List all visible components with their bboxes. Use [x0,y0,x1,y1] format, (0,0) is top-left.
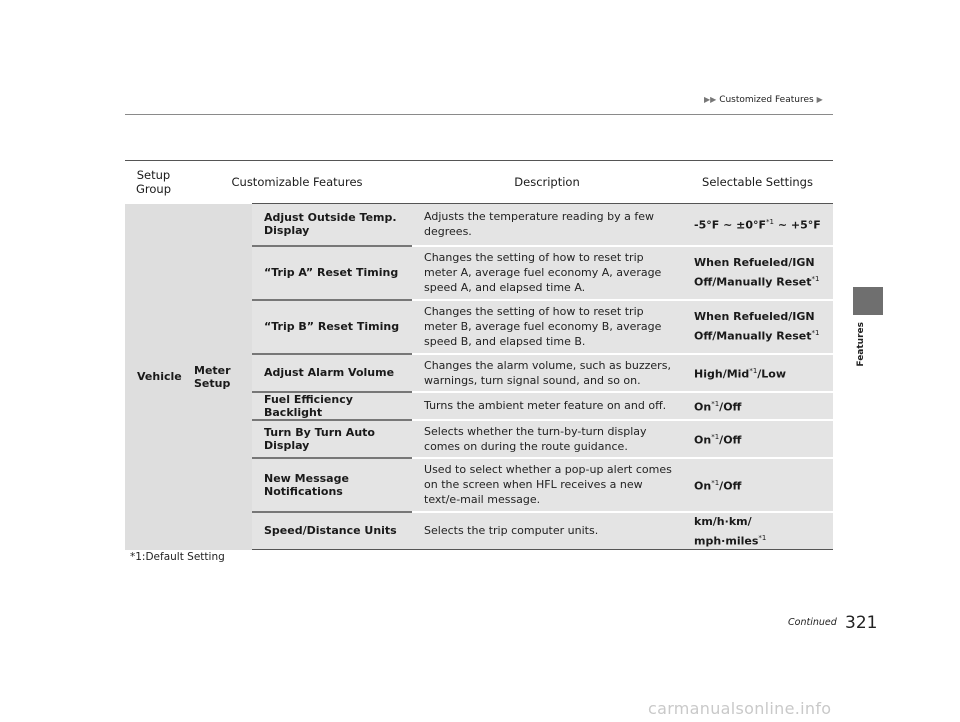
table-row [125,204,833,246]
header-description: Description [412,161,682,204]
feature-name: Fuel Efficiency Backlight [252,392,412,420]
feature-name: “Trip A” Reset Timing [252,246,412,300]
feature-description: Turns the ambient meter feature on and off. [412,392,682,420]
selectable-settings: When Refueled/IGN Off/Manually Reset$^{*1}$ [682,246,833,300]
setup-subgroup-meter: Meter Setup [182,204,252,550]
feature-description: Changes the setting of how to reset trip meter B, average fuel economy B, average speed B, and elapsed time B. [412,300,682,354]
header-customizable-features: Customizable Features [182,161,412,204]
selectable-settings: -5°F ~ $\pm 0^\circ F^{*1}$ ~ +5°F [682,204,833,246]
feature-name: New Message Notifications [252,458,412,512]
watermark: carmanualsonline.info [648,699,832,718]
feature-description: Selects whether the turn-by-turn display comes on during the route guidance. [412,420,682,458]
table-header-row [125,161,833,204]
selectable-settings: On$^{*1}$/Off [682,458,833,512]
header-setup-group: Setup Group [125,161,182,204]
selectable-settings: When Refueled/IGN Off/Manually Reset$^{*1}$ [682,300,833,354]
selectable-settings: km/h·km/ mph·miles$^{*1}$ [682,512,833,550]
section-tab [853,287,883,315]
feature-description: Used to select whether a pop-up alert comes on the screen when HFL receives a new text/e-mail message. [412,458,682,512]
feature-description: Changes the alarm volume, such as buzzers, warnings, turn signal sound, and so on. [412,354,682,392]
feature-name: Adjust Alarm Volume [252,354,412,392]
page-number: 321 [845,613,878,633]
feature-name: Adjust Outside Temp. Display [252,204,412,246]
breadcrumb-text: Customized Features [719,95,814,105]
continued-label: Continued [788,617,837,628]
section-tab-label: Features [856,322,866,367]
feature-description: Adjusts the temperature reading by a few degrees. [412,204,682,246]
customized-features-table [125,160,833,550]
header-selectable-settings: Selectable Settings [682,161,833,204]
setup-group-vehicle: Vehicle [125,204,182,550]
selectable-settings: On$^{*1}$/Off [682,420,833,458]
selectable-settings: High/Mid$^{*1}$/Low [682,354,833,392]
feature-name: Speed/Distance Units [252,512,412,550]
breadcrumb-arrow-icon: ▶ [816,95,823,104]
feature-description: Selects the trip computer units. [412,512,682,550]
footnote: *1:Default Setting [130,551,225,563]
feature-name: Turn By Turn Auto Display [252,420,412,458]
selectable-settings: On$^{*1}$/Off [682,392,833,420]
feature-description: Changes the setting of how to reset trip meter A, average fuel economy A, average speed A, and elapsed time A. [412,246,682,300]
breadcrumb [704,95,823,105]
breadcrumb-arrow-icon: ▶▶ [704,95,717,104]
feature-name: “Trip B” Reset Timing [252,300,412,354]
header-rule [125,114,833,115]
